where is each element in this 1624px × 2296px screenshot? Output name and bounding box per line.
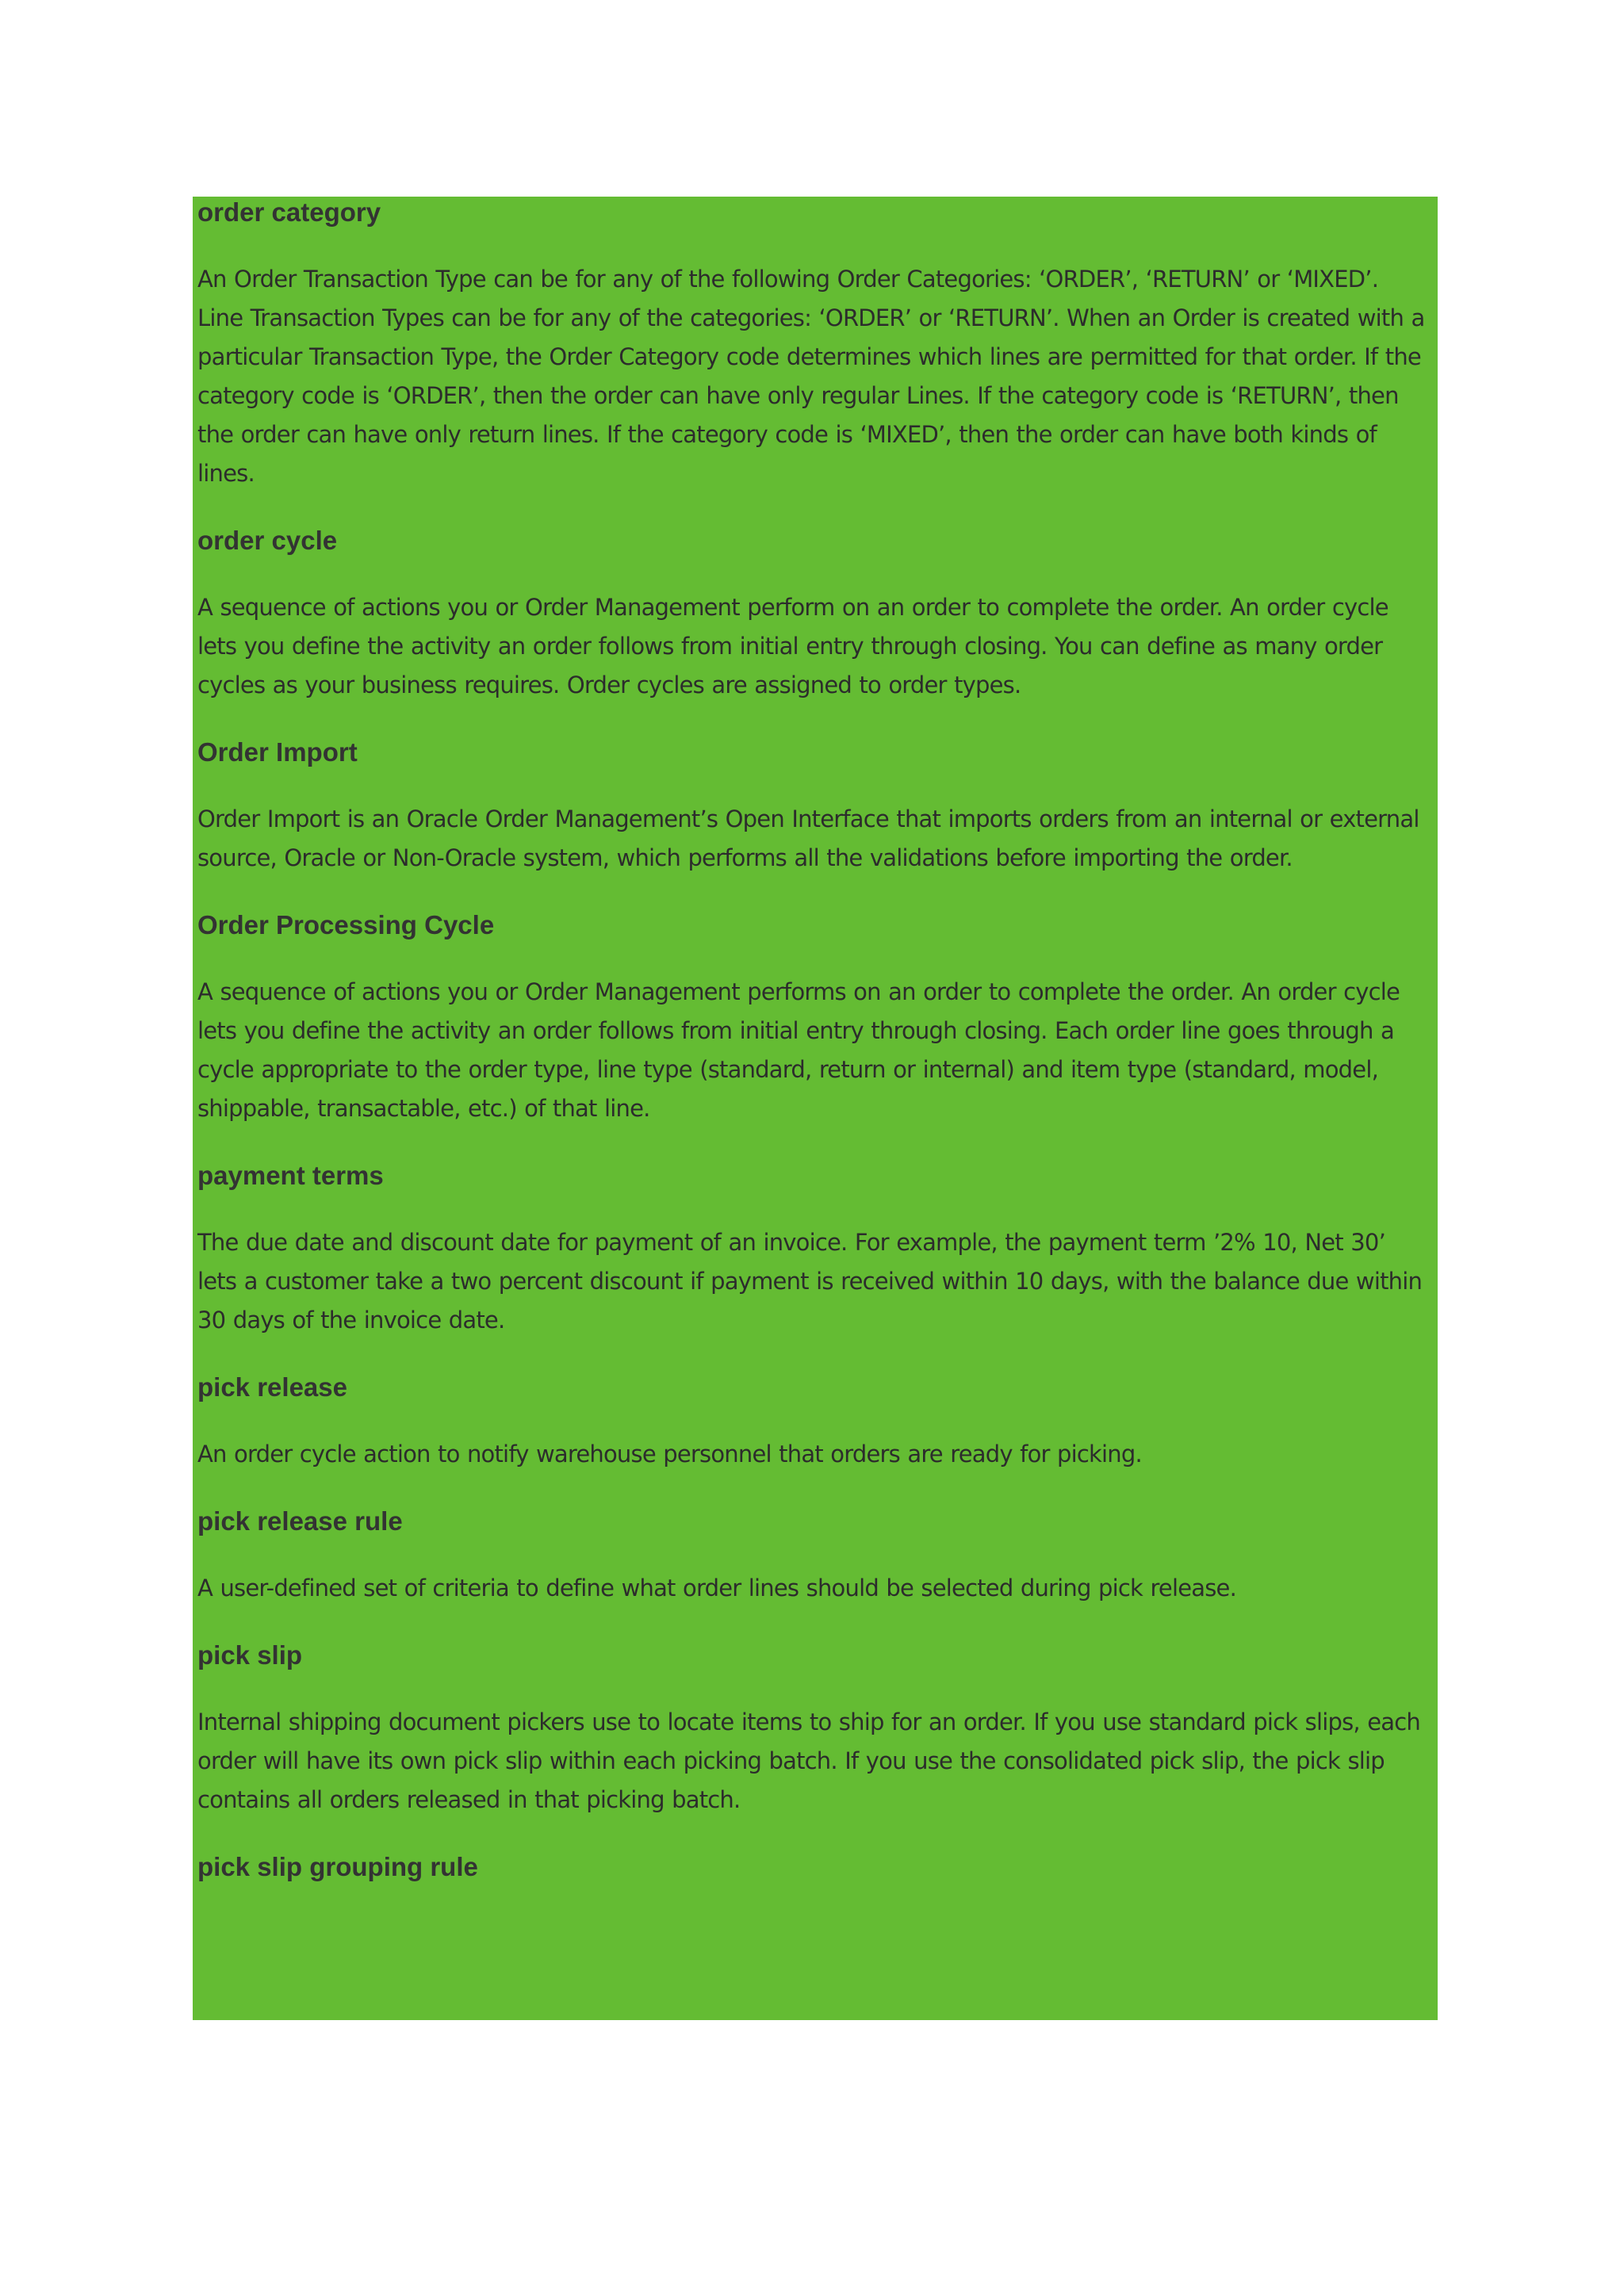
glossary-entry-order-category bbox=[197, 197, 1428, 493]
glossary-entry-order-import bbox=[197, 737, 1428, 878]
term-definition: An order cycle action to notify warehouse personnel that orders are ready for picking. bbox=[197, 1441, 1142, 1468]
glossary-entry-pick-slip-grouping-rule bbox=[197, 1851, 1428, 1883]
term-definition: Order Import is an Oracle Order Management’s Open Interface that imports orders from an internal or external source, Oracle or Non-Oracle system, which performs all the validations before importing the order. bbox=[197, 806, 1419, 871]
term-title: pick release bbox=[197, 1372, 347, 1402]
term-title: Order Import bbox=[197, 737, 358, 767]
term-definition: A sequence of actions you or Order Management perform on an order to complete the order. An order cycle lets you define the activity an order follows from initial entry through closing. You can define as many order cycles as your business requires. Order cycles are assigned to order types. bbox=[197, 594, 1388, 698]
term-title: order cycle bbox=[197, 526, 338, 555]
term-definition: The due date and discount date for payment of an invoice. For example, the payment term ’2% 10, Net 30’ lets a customer take a two percent discount if payment is received within 10 days, with the balance due within 30 days of the invoice date. bbox=[197, 1229, 1423, 1334]
glossary-entry-order-processing-cycle bbox=[197, 909, 1428, 1128]
glossary-entry-order-cycle bbox=[197, 525, 1428, 705]
glossary-section bbox=[193, 197, 1438, 2020]
term-title: Order Processing Cycle bbox=[197, 910, 495, 939]
term-title: pick slip grouping rule bbox=[197, 1852, 478, 1881]
glossary-entry-pick-release-rule bbox=[197, 1506, 1428, 1608]
term-definition: An Order Transaction Type can be for any of the following Order Categories: ‘ORDER’, ‘RETURN’ or ‘MIXED’. Line Transaction Types can be for any of the categories: ‘ORDER’ or ‘RETURN’. When an Order is created with a particular Transaction Type, the Order Category code determines which lines are permitted for that order. If the category code is ‘ORDER’, then the order can have only regular Lines. If the category code is ‘RETURN’, then the order can have only return lines. If the category code is ‘MIXED’, then the order can have both kinds of lines. bbox=[197, 266, 1425, 487]
term-title: pick release rule bbox=[197, 1506, 403, 1536]
term-definition: A sequence of actions you or Order Management performs on an order to complete the order. An order cycle lets you define the activity an order follows from initial entry through closing. Each order line goes through a cycle appropriate to the order type, line type (standard, return or internal) and item type (standard, model, shippable, transactable, etc.) of that line. bbox=[197, 978, 1400, 1122]
glossary-entry-pick-slip bbox=[197, 1640, 1428, 1820]
glossary-entry-payment-terms bbox=[197, 1160, 1428, 1340]
term-title: payment terms bbox=[197, 1161, 384, 1190]
term-title: order category bbox=[197, 197, 381, 227]
glossary-entry-pick-release bbox=[197, 1372, 1428, 1474]
term-definition: Internal shipping document pickers use to locate items to ship for an order. If you use standard pick slips, each order will have its own pick slip within each picking batch. If you use the consolidated pick slip, the pick slip contains all orders released in that picking batch. bbox=[197, 1709, 1420, 1813]
term-title: pick slip bbox=[197, 1640, 303, 1670]
term-definition: A user-defined set of criteria to define what order lines should be selected during pick release. bbox=[197, 1575, 1237, 1601]
